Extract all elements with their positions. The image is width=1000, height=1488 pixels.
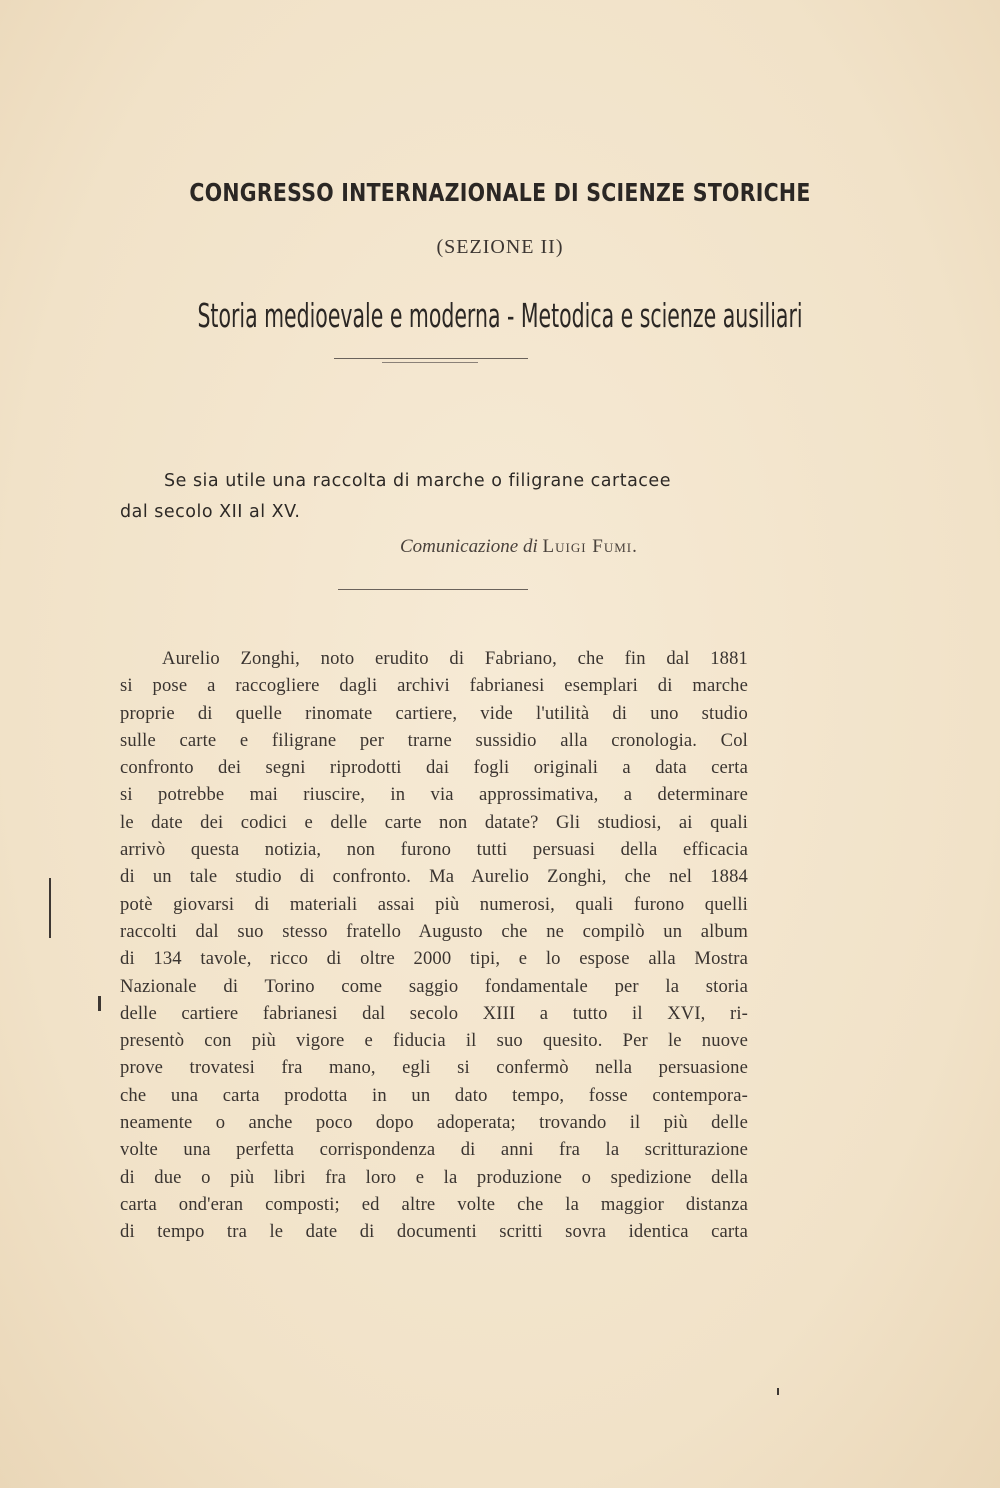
margin-pencil-mark — [49, 878, 51, 938]
body-line: arrivò questa notizia, non furono tutti persuasi della efficacia — [120, 839, 748, 861]
body-line: si potrebbe mai riuscire, in via approssimativa, a determinare — [120, 784, 748, 806]
attribution — [400, 536, 720, 558]
body-line: prove trovatesi fra mano, egli si confermò nella persuasione — [120, 1057, 748, 1079]
margin-ink-mark — [98, 996, 101, 1011]
body-line: Nazionale di Torino come saggio fondamentale per la storia — [120, 975, 748, 997]
body-line: delle cartiere fabrianesi dal secolo XIII a tutto il XVI, ri- — [120, 1002, 748, 1024]
body-line: si pose a raccogliere dagli archivi fabrianesi esemplari di marche — [120, 675, 748, 697]
communication-title — [120, 466, 760, 528]
congress-heading: CONGRESSO INTERNAZIONALE DI SCIENZE STORICHE — [189, 178, 811, 207]
header-divider-accent — [382, 362, 478, 363]
title-line-2: dal secolo XII al XV. — [120, 502, 301, 522]
body-line: volte una perfetta corrispondenza di anni fra la scritturazione — [120, 1139, 748, 1161]
body-line: le date dei codici e delle carte non datate? Gli studiosi, ai quali — [120, 811, 748, 833]
body-line: di due o più libri fra loro e la produzione o spedizione della — [120, 1166, 748, 1188]
body-line: neamente o anche poco dopo adoperata; trovando il più delle — [120, 1112, 748, 1134]
header-divider — [334, 358, 528, 359]
body-line: raccolti dal suo stesso fratello Augusto che ne compilò un album — [120, 920, 748, 942]
body-line: di 134 tavole, ricco di oltre 2000 tipi, e lo espose alla Mostra — [120, 948, 748, 970]
body-line: potè giovarsi di materiali assai più numerosi, quali furono quelli — [120, 893, 748, 915]
body-line: che una carta prodotta in un dato tempo, fosse contempora- — [120, 1084, 748, 1106]
body-line: confronto dei segni riprodotti dai fogli originali a data certa — [120, 757, 748, 779]
body-line: proprie di quelle rinomate cartiere, vide l'utilità di uno studio — [120, 702, 748, 724]
body-line: presentò con più vigore e fiducia il suo quesito. Per le nuove — [120, 1030, 748, 1052]
body-line: sulle carte e filigrane per trarne sussidio alla cronologia. Col — [120, 729, 748, 751]
section-heading: (SEZIONE II) — [436, 236, 564, 258]
body-paragraph — [120, 645, 748, 1246]
title-line-1: Se sia utile una raccolta di marche o filigrane cartacee — [164, 471, 671, 491]
attribution-author: Luigi Fumi. — [542, 536, 638, 557]
title-divider — [338, 589, 528, 590]
attribution-intro: Comunicazione di — [400, 536, 538, 557]
body-line: di tempo tra le date di documenti scritti sovra identica carta — [120, 1221, 748, 1243]
body-line: di un tale studio di confronto. Ma Aurelio Zonghi, che nel 1884 — [120, 866, 748, 888]
margin-dot-mark — [777, 1388, 779, 1395]
topic-heading: Storia medioevale e moderna - Metodica e scienze ausiliari — [197, 296, 803, 335]
body-line: Aurelio Zonghi, noto erudito di Fabriano, che fin dal 1881 — [162, 648, 748, 669]
body-line: carta ond'eran composti; ed altre volte che la maggior distanza — [120, 1193, 748, 1215]
